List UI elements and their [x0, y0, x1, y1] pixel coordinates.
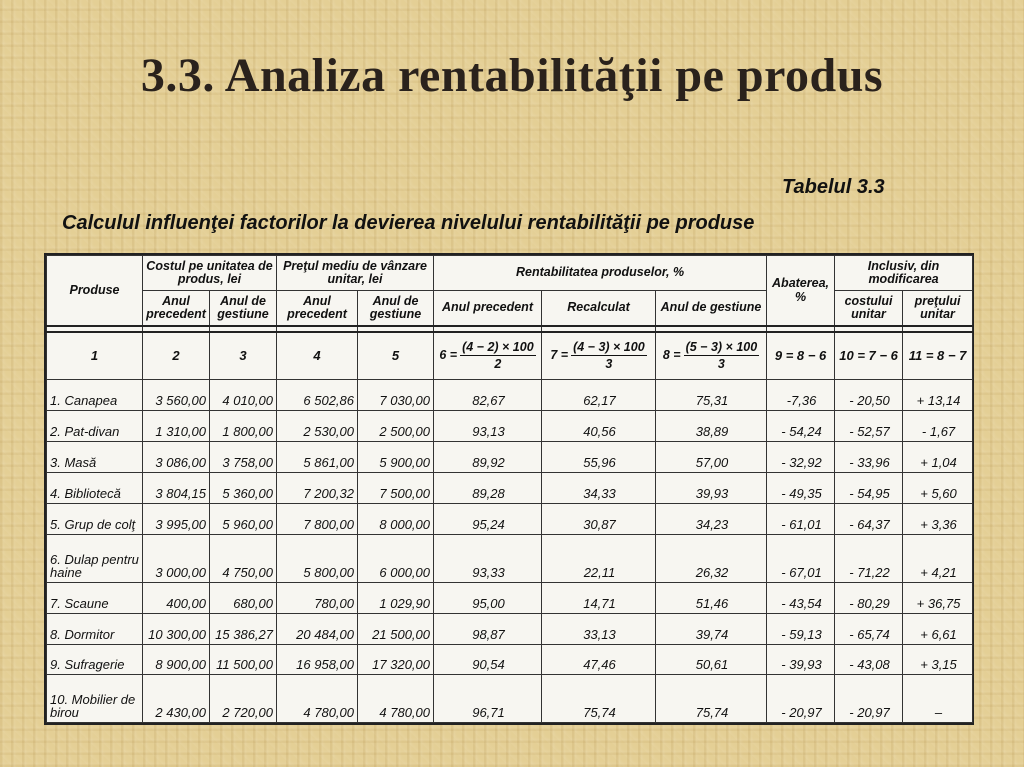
cell-cost-curr: 4 750,00: [210, 535, 277, 583]
cell-price-prev: 780,00: [277, 583, 358, 614]
cell-rent-recalc: 62,17: [542, 380, 656, 411]
cell-rent-prev: 90,54: [434, 645, 542, 675]
header-produse: Produse: [47, 256, 143, 327]
cell-rent-recalc: 33,13: [542, 614, 656, 645]
table-container: [44, 253, 974, 725]
cell-cost-effect: - 65,74: [835, 614, 903, 645]
cell-rent-prev: 89,92: [434, 442, 542, 473]
header-abaterea: Abaterea, %: [767, 256, 835, 327]
table-row: [47, 675, 973, 723]
cell-cost-prev: 3 804,15: [143, 473, 210, 504]
cell-rent-prev: 95,24: [434, 504, 542, 535]
cell-rent-recalc: 55,96: [542, 442, 656, 473]
cell-price-effect: - 1,67: [903, 411, 973, 442]
colnum-4: 4: [277, 332, 358, 380]
colnum-6: [434, 332, 542, 380]
colnum-10: 10 = 7 − 6: [835, 332, 903, 380]
cell-cost-prev: 3 000,00: [143, 535, 210, 583]
table-row: [47, 411, 973, 442]
cell-rent-recalc: 30,87: [542, 504, 656, 535]
colnum-1: 1: [47, 332, 143, 380]
cell-rent-recalc: 75,74: [542, 675, 656, 723]
table-row: [47, 380, 973, 411]
header-costului-unitar: costului unitar: [835, 291, 903, 327]
product-name: 6. Dulap pentru haine: [47, 535, 143, 583]
cell-cost-curr: 1 800,00: [210, 411, 277, 442]
cell-price-curr: 7 030,00: [358, 380, 434, 411]
cell-cost-effect: - 52,57: [835, 411, 903, 442]
cell-rent-curr: 39,74: [656, 614, 767, 645]
cell-cost-prev: 2 430,00: [143, 675, 210, 723]
colnum-3: 3: [210, 332, 277, 380]
header-pretului-unitar: preţului unitar: [903, 291, 973, 327]
cell-rent-prev: 82,67: [434, 380, 542, 411]
header-price-group: Preţul mediu de vânzare unitar, lei: [277, 256, 434, 291]
formula-8: [663, 341, 759, 371]
formula-7-denominator: 3: [605, 357, 613, 371]
cell-cost-prev: 3 995,00: [143, 504, 210, 535]
cell-abaterea: - 59,13: [767, 614, 835, 645]
cell-price-prev: 5 861,00: [277, 442, 358, 473]
cell-abaterea: - 20,97: [767, 675, 835, 723]
product-name: 1. Canapea: [47, 380, 143, 411]
cell-abaterea: - 61,01: [767, 504, 835, 535]
cell-cost-effect: - 71,22: [835, 535, 903, 583]
cell-price-curr: 17 320,00: [358, 645, 434, 675]
cell-price-prev: 2 530,00: [277, 411, 358, 442]
cell-price-curr: 6 000,00: [358, 535, 434, 583]
cell-cost-effect: - 20,97: [835, 675, 903, 723]
colnum-8: [656, 332, 767, 380]
cell-price-prev: 16 958,00: [277, 645, 358, 675]
product-name: 3. Masă: [47, 442, 143, 473]
colnum-2: 2: [143, 332, 210, 380]
header-price-anul-precedent: Anul precedent: [277, 291, 358, 327]
header-cost-group: Costul pe unitatea de produs, lei: [143, 256, 277, 291]
product-name: 4. Bibliotecă: [47, 473, 143, 504]
formula-7-numerator: (4 − 3) × 100: [571, 341, 647, 356]
cell-rent-curr: 39,93: [656, 473, 767, 504]
header-cost-anul-de-gestiune: Anul de gestiune: [210, 291, 277, 327]
cell-cost-prev: 8 900,00: [143, 645, 210, 675]
header-cost-anul-precedent: Anul precedent: [143, 291, 210, 327]
table-row: [47, 535, 973, 583]
cell-rent-curr: 38,89: [656, 411, 767, 442]
cell-price-effect: + 3,15: [903, 645, 973, 675]
cell-abaterea: - 54,24: [767, 411, 835, 442]
cell-price-curr: 5 900,00: [358, 442, 434, 473]
cell-cost-prev: 3 560,00: [143, 380, 210, 411]
formula-6-denominator: 2: [494, 357, 502, 371]
table-row: [47, 473, 973, 504]
cell-price-curr: 21 500,00: [358, 614, 434, 645]
cell-price-prev: 7 800,00: [277, 504, 358, 535]
header-row-1: [47, 256, 973, 291]
colnum-5: 5: [358, 332, 434, 380]
cell-cost-curr: 2 720,00: [210, 675, 277, 723]
cell-price-effect: + 4,21: [903, 535, 973, 583]
table-number: Tabelul 3.3: [782, 176, 885, 198]
colnum-11: 11 = 8 − 7: [903, 332, 973, 380]
cell-price-prev: 5 800,00: [277, 535, 358, 583]
cell-cost-effect: - 33,96: [835, 442, 903, 473]
cell-cost-effect: - 80,29: [835, 583, 903, 614]
cell-cost-effect: - 64,37: [835, 504, 903, 535]
formula-8-prefix: 8 =: [662, 348, 681, 363]
cell-price-prev: 20 484,00: [277, 614, 358, 645]
formula-6-prefix: 6 =: [439, 348, 458, 363]
cell-rent-recalc: 22,11: [542, 535, 656, 583]
cell-price-effect: + 13,14: [903, 380, 973, 411]
product-name: 8. Dormitor: [47, 614, 143, 645]
cell-abaterea: -7,36: [767, 380, 835, 411]
table-row: [47, 504, 973, 535]
cell-cost-curr: 3 758,00: [210, 442, 277, 473]
formula-8-denominator: 3: [717, 357, 725, 371]
cell-cost-prev: 400,00: [143, 583, 210, 614]
cell-cost-curr: 5 960,00: [210, 504, 277, 535]
header-row-2: [47, 291, 973, 327]
cell-rent-curr: 75,31: [656, 380, 767, 411]
cell-cost-curr: 15 386,27: [210, 614, 277, 645]
formula-6: [439, 341, 535, 371]
formula-8-fraction: [684, 341, 760, 371]
column-numbers-row: [47, 332, 973, 380]
cell-price-curr: 2 500,00: [358, 411, 434, 442]
cell-cost-prev: 1 310,00: [143, 411, 210, 442]
cell-cost-curr: 11 500,00: [210, 645, 277, 675]
formula-7-prefix: 7 =: [550, 348, 569, 363]
cell-price-curr: 8 000,00: [358, 504, 434, 535]
header-rent-anul-de-gestiune: Anul de gestiune: [656, 291, 767, 327]
formula-7: [550, 341, 646, 371]
cell-rent-curr: 34,23: [656, 504, 767, 535]
header-rent-anul-precedent: Anul precedent: [434, 291, 542, 327]
product-name: 2. Pat-divan: [47, 411, 143, 442]
cell-price-curr: 7 500,00: [358, 473, 434, 504]
formula-6-fraction: [460, 341, 536, 371]
cell-rent-curr: 50,61: [656, 645, 767, 675]
formula-6-numerator: (4 − 2) × 100: [460, 341, 536, 356]
cell-cost-effect: - 54,95: [835, 473, 903, 504]
cell-rent-prev: 93,33: [434, 535, 542, 583]
colnum-7: [542, 332, 656, 380]
cell-cost-effect: - 20,50: [835, 380, 903, 411]
table-caption: Calculul influenţei factorilor la devierea nivelului rentabilităţii pe produse: [62, 212, 755, 234]
product-name: 7. Scaune: [47, 583, 143, 614]
cell-rent-recalc: 34,33: [542, 473, 656, 504]
cell-rent-curr: 75,74: [656, 675, 767, 723]
cell-rent-prev: 95,00: [434, 583, 542, 614]
cell-cost-curr: 4 010,00: [210, 380, 277, 411]
cell-cost-prev: 3 086,00: [143, 442, 210, 473]
header-rentability-group: Rentabilitatea produselor, %: [434, 256, 767, 291]
table-row: [47, 645, 973, 675]
cell-rent-recalc: 40,56: [542, 411, 656, 442]
cell-price-effect: + 5,60: [903, 473, 973, 504]
cell-price-effect: + 3,36: [903, 504, 973, 535]
product-name: 9. Sufragerie: [47, 645, 143, 675]
cell-rent-curr: 57,00: [656, 442, 767, 473]
cell-rent-curr: 26,32: [656, 535, 767, 583]
cell-rent-recalc: 14,71: [542, 583, 656, 614]
cell-abaterea: - 43,54: [767, 583, 835, 614]
cell-price-curr: 1 029,90: [358, 583, 434, 614]
cell-rent-prev: 96,71: [434, 675, 542, 723]
product-name: 10. Mobilier de birou: [47, 675, 143, 723]
cell-rent-prev: 93,13: [434, 411, 542, 442]
cell-abaterea: - 39,93: [767, 645, 835, 675]
cell-price-effect: + 36,75: [903, 583, 973, 614]
colnum-9: 9 = 8 − 6: [767, 332, 835, 380]
product-name: 5. Grup de colţ: [47, 504, 143, 535]
table-row: [47, 614, 973, 645]
cell-price-effect: + 1,04: [903, 442, 973, 473]
cell-rent-prev: 98,87: [434, 614, 542, 645]
cell-cost-effect: - 43,08: [835, 645, 903, 675]
cell-price-effect: –: [903, 675, 973, 723]
slide-title: 3.3. Analiza rentabilităţii pe produs: [140, 49, 884, 102]
header-inclusiv-group: Inclusiv, din modificarea: [835, 256, 973, 291]
data-table: [46, 255, 973, 723]
cell-rent-recalc: 47,46: [542, 645, 656, 675]
header-price-anul-de-gestiune: Anul de gestiune: [358, 291, 434, 327]
formula-8-numerator: (5 − 3) × 100: [684, 341, 760, 356]
cell-price-curr: 4 780,00: [358, 675, 434, 723]
formula-7-fraction: [571, 341, 647, 371]
cell-cost-curr: 680,00: [210, 583, 277, 614]
cell-price-effect: + 6,61: [903, 614, 973, 645]
header-rent-recalculat: Recalculat: [542, 291, 656, 327]
cell-abaterea: - 49,35: [767, 473, 835, 504]
cell-cost-prev: 10 300,00: [143, 614, 210, 645]
cell-abaterea: - 67,01: [767, 535, 835, 583]
cell-abaterea: - 32,92: [767, 442, 835, 473]
table-row: [47, 442, 973, 473]
cell-rent-prev: 89,28: [434, 473, 542, 504]
cell-price-prev: 6 502,86: [277, 380, 358, 411]
cell-cost-curr: 5 360,00: [210, 473, 277, 504]
cell-price-prev: 7 200,32: [277, 473, 358, 504]
cell-price-prev: 4 780,00: [277, 675, 358, 723]
cell-rent-curr: 51,46: [656, 583, 767, 614]
table-row: [47, 583, 973, 614]
